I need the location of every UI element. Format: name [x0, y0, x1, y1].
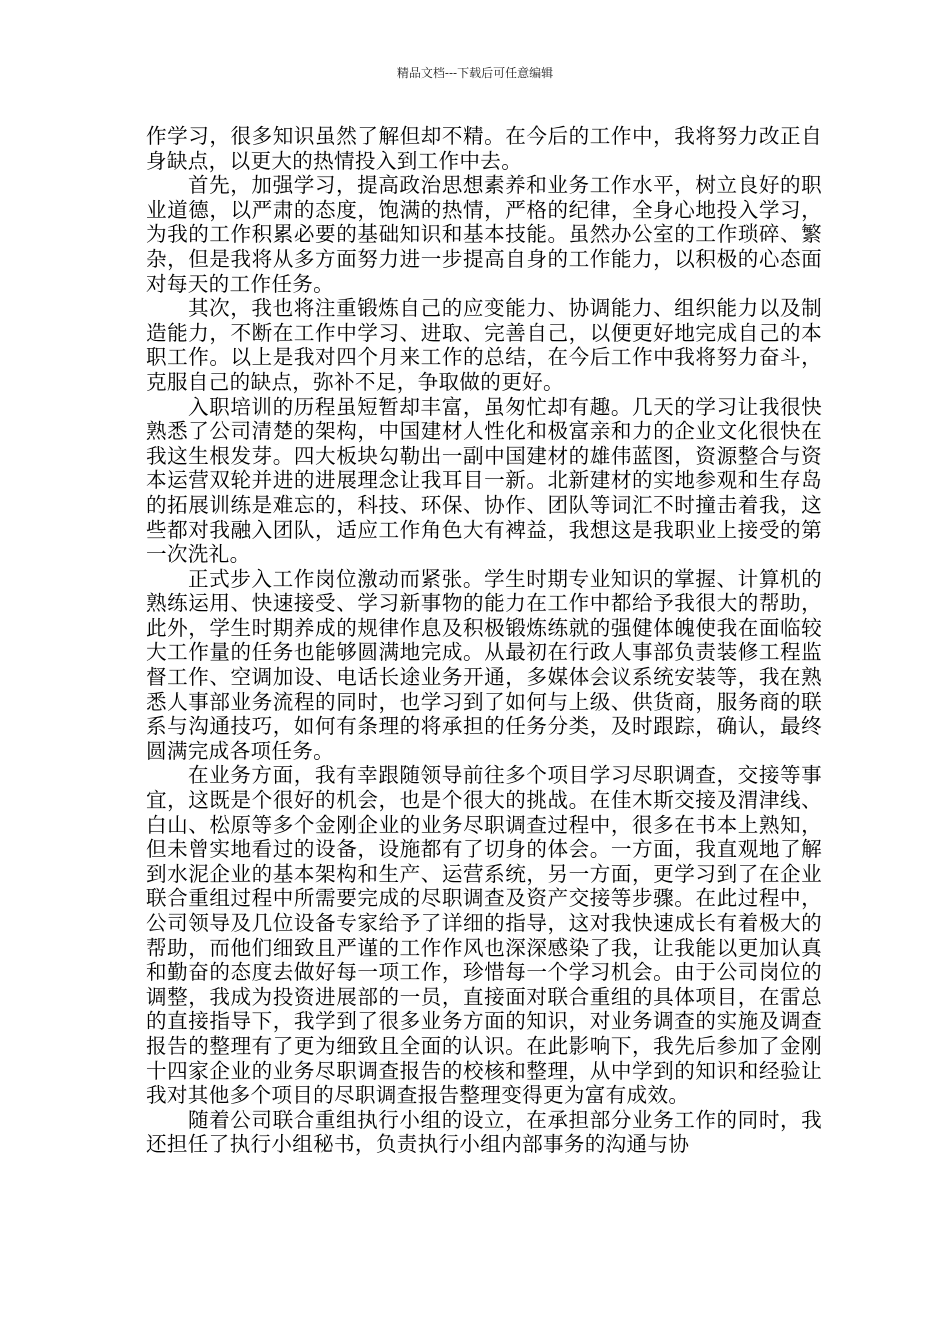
paragraph-1: 作学习，很多知识虽然了解但却不精。在今后的工作中，我将努力改正自身缺点，以更大的热情投入到工作中去。 — [146, 124, 822, 173]
document-body — [146, 124, 822, 1157]
paragraph-4: 入职培训的历程虽短暂却丰富，虽匆忙却有趣。几天的学习让我很快熟悉了公司清楚的架构，中国建材人性化和极富亲和力的企业文化很快在我这生根发芽。四大板块勾勒出一副中国建材的雄伟蓝图，资源整合与资本运营双轮并进的进展理念让我耳目一新。北新建材的实地参观和生存岛的拓展训练是难忘的，科技、环保、协作、团队等词汇不时撞击着我，这些都对我融入团队，适应工作角色大有裨益，我想这是我职业上接受的第一次洗礼。 — [146, 394, 822, 567]
paragraph-2: 首先，加强学习，提高政治思想素养和业务工作水平，树立良好的职业道德，以严肃的态度，饱满的热情，严格的纪律，全身心地投入学习，为我的工作积累必要的基础知识和基本技能。虽然办公室的工作琐碎、繁杂，但是我将从多方面努力进一步提高自身的工作能力，以积极的心态面对每天的工作任务。 — [146, 173, 822, 296]
paragraph-6: 在业务方面，我有幸跟随领导前往多个项目学习尽职调查，交接等事宜，这既是个很好的机会，也是个很大的挑战。在佳木斯交接及渭津线、白山、松原等多个金刚企业的业务尽职调查过程中，很多在书本上熟知，但未曾实地看过的设备，设施都有了切身的体会。一方面，我直观地了解到水泥企业的基本架构和生产、运营系统，另一方面，更学习到了在企业联合重组过程中所需要完成的尽职调查及资产交接等步骤。在此过程中，公司领导及几位设备专家给予了详细的指导，这对我快速成长有着极大的帮助，而他们细致且严谨的工作作风也深深感染了我，让我能以更加认真和勤奋的态度去做好每一项工作，珍惜每一个学习机会。由于公司岗位的调整，我成为投资进展部的一员，直接面对联合重组的具体项目，在雷总的直接指导下，我学到了很多业务方面的知识，对业务调查的实施及调查报告的整理有了更为细致且全面的认识。在此影响下，我先后参加了金刚十四家企业的业务尽职调查报告的校核和整理，从中学到的知识和经验让我对其他多个项目的尽职调查报告整理变得更为富有成效。 — [146, 763, 822, 1108]
page-header: 精品文档---下载后可任意编辑 — [396, 66, 554, 80]
paragraph-7: 随着公司联合重组执行小组的设立，在承担部分业务工作的同时，我还担任了执行小组秘书，负责执行小组内部事务的沟通与协 — [146, 1107, 822, 1157]
paragraph-5: 正式步入工作岗位激动而紧张。学生时期专业知识的掌握、计算机的熟练运用、快速接受、学习新事物的能力在工作中都给予我很大的帮助，此外，学生时期养成的规律作息及积极锻炼练就的强健体魄使我在面临较大工作量的任务也能够圆满地完成。从最初在行政人事部负责装修工程监督工作、空调加设、电话长途业务开通，多媒体会议系统安装等，我在熟悉人事部业务流程的同时，也学习到了如何与上级、供货商，服务商的联系与沟通技巧，如何有条理的将承担的任务分类，及时跟踪，确认，最终圆满完成各项任务。 — [146, 566, 822, 763]
paragraph-3: 其次，我也将注重锻炼自己的应变能力、协调能力、组织能力以及制造能力，不断在工作中学习、进取、完善自己，以便更好地完成自己的本职工作。以上是我对四个月来工作的总结，在今后工作中我将努力奋斗，克服自己的缺点，弥补不足，争取做的更好。 — [146, 296, 822, 394]
